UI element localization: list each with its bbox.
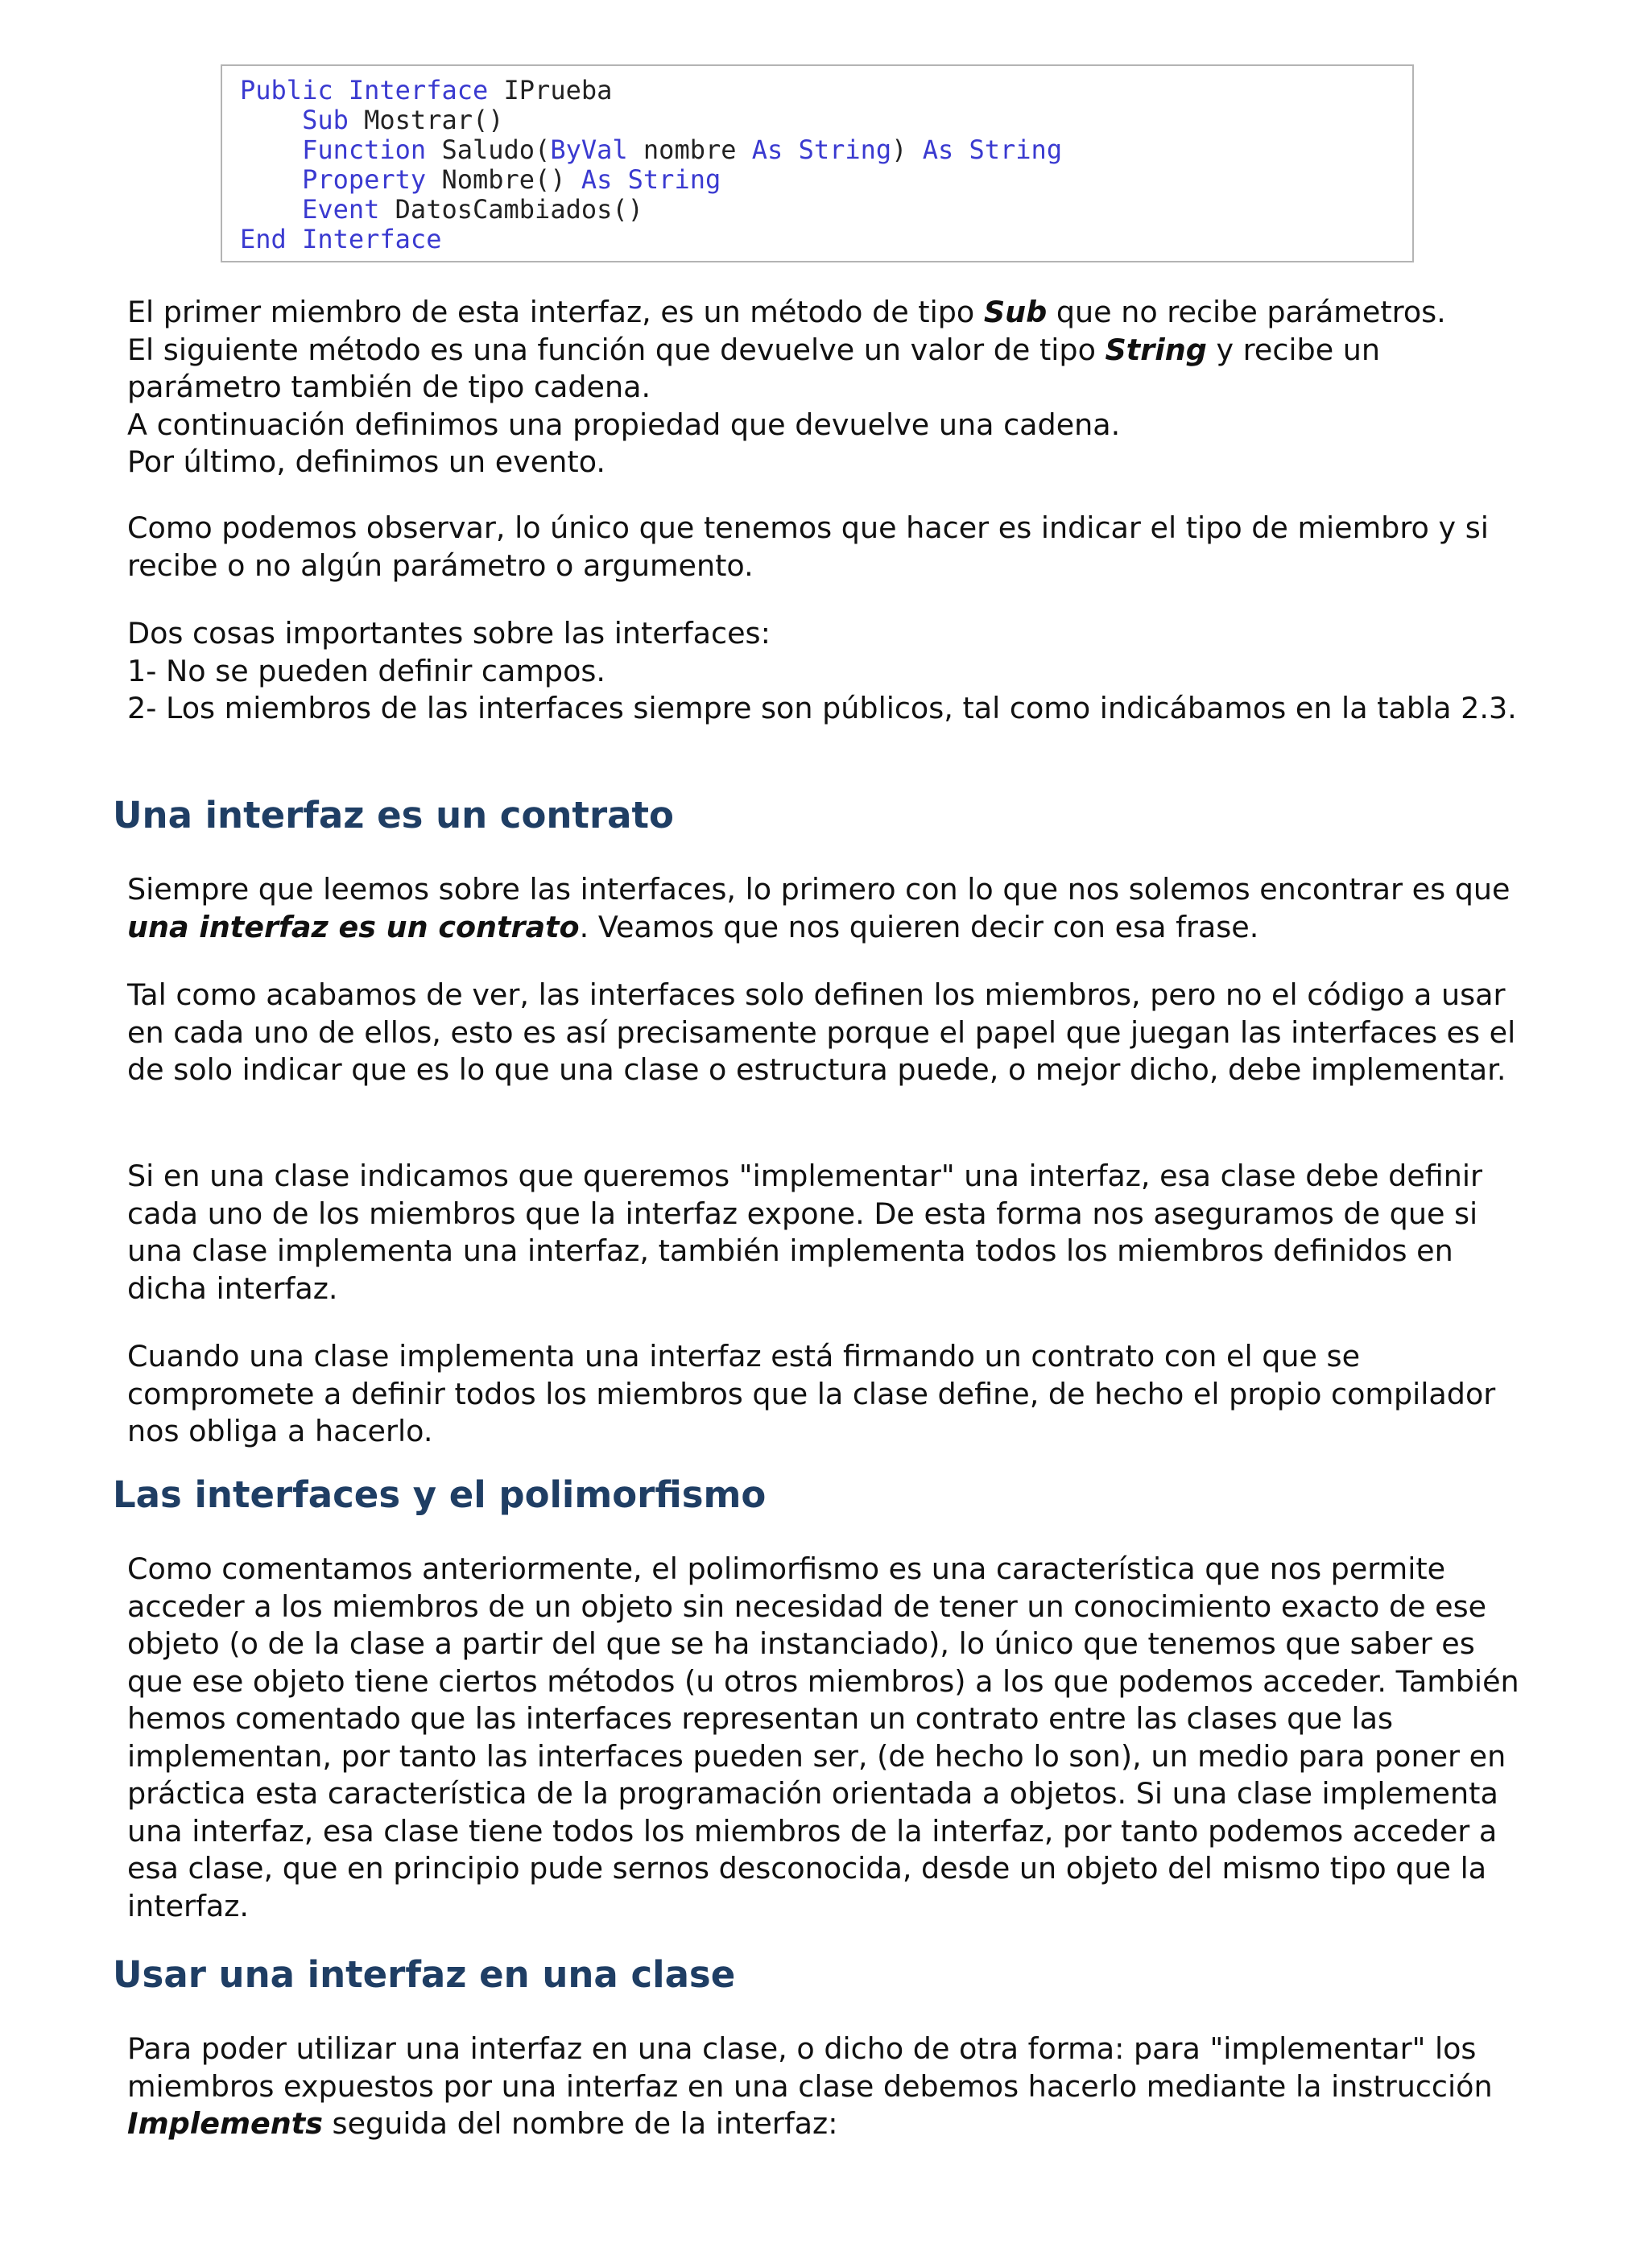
text-run: y recibe un parámetro también de tipo cadena. <box>127 332 1381 404</box>
paragraph-observe <box>127 510 1528 585</box>
code-text <box>240 105 302 135</box>
code-text: IPrueba <box>488 75 613 105</box>
emphasis-implements: Implements <box>127 2106 323 2141</box>
code-keyword: Function <box>302 134 427 165</box>
emphasis-string: String <box>1105 332 1207 367</box>
text-line <box>127 2030 1528 2143</box>
text-run: El siguiente método es una función que devuelve un valor de tipo <box>127 332 1106 367</box>
text-line: 2- Los miembros de las interfaces siempre son públicos, tal como indicábamos en la tabla 2.3. <box>127 691 1517 725</box>
text-line: Dos cosas importantes sobre las interfaces: <box>127 616 771 651</box>
paragraph-implement <box>127 1158 1528 1308</box>
text-line: A continuación definimos una propiedad que devuelve una cadena. <box>127 407 1121 442</box>
code-line <box>240 195 1412 225</box>
text-line: Como comentamos anteriormente, el polimorfismo es una característica que nos permite acceder a los miembros de un objeto sin necesidad de tener un conocimiento exacto de ese objeto (o de la clase a partir del que se ha instanciado), lo único que tenemos que saber es que ese objeto tiene ciertos métodos (u otros miembros) a los que podemos acceder. También hemos comentado que las interfaces representan un contrato entre las clases que las implementan, por tanto las interfaces pueden ser, (de hecho lo son), un medio para poner en práctica esta característica de la programación orientada a objetos. Si una clase implementa una interfaz, esa clase tiene todos los miembros de la interfaz, por tanto podemos acceder a esa clase, que en principio pude sernos desconocida, desde un objeto del mismo tipo que la interfaz. <box>127 1551 1519 1923</box>
code-text <box>240 164 302 195</box>
paragraph-sign-contract <box>127 1338 1528 1451</box>
text-run: seguida del nombre de la interfaz: <box>322 2106 838 2141</box>
paragraph-members <box>127 294 1528 481</box>
section-heading-use-interface: Usar una interfaz en una clase <box>113 1953 736 1996</box>
text-line: Cuando una clase implementa una interfaz está firmando un contrato con el que se compromete a definir todos los miembros que la clase define, de hecho el propio compilador nos obliga a hacerlo. <box>127 1339 1496 1448</box>
paragraph-polymorphism <box>127 1551 1528 1925</box>
text-line <box>127 294 1528 332</box>
text-run: Para poder utilizar una interfaz en una clase, o dicho de otra forma: para "implementar" los miembros expuestos por una interfaz en una clase debemos hacerlo mediante la instrucción <box>127 2031 1493 2104</box>
code-text: Nombre() <box>426 164 581 195</box>
code-keyword: Event <box>302 194 380 225</box>
code-text: Mostrar() <box>348 105 504 135</box>
text-run: . Veamos que nos quieren decir con esa frase. <box>579 909 1259 944</box>
emphasis-contract: una interfaz es un contrato <box>127 909 580 944</box>
text-run: El primer miembro de esta interfaz, es un método de tipo <box>127 295 984 329</box>
code-keyword: ByVal <box>550 134 628 165</box>
section-heading-polymorphism: Las interfaces y el polimorfismo <box>113 1473 767 1516</box>
code-line <box>240 76 1412 105</box>
emphasis-sub: Sub <box>983 295 1048 329</box>
code-line <box>240 165 1412 195</box>
paragraph-important <box>127 615 1528 728</box>
code-block <box>221 64 1414 262</box>
code-line <box>240 225 1412 254</box>
code-text <box>240 194 302 225</box>
code-text: ) <box>891 134 923 165</box>
code-line <box>240 135 1412 165</box>
code-keyword: Sub <box>302 105 349 135</box>
code-keyword: As String <box>922 134 1063 165</box>
text-run: Siempre que leemos sobre las interfaces, lo primero con lo que nos solemos encontrar es que <box>127 872 1511 907</box>
text-line: Tal como acabamos de ver, las interfaces solo definen los miembros, pero no el código a usar en cada uno de ellos, esto es así precisamente porque el papel que juegan las interfaces es el de solo indicar que es lo que una clase o estructura puede, o mejor dicho, debe implementar. <box>127 977 1516 1087</box>
code-text: Saludo( <box>426 134 551 165</box>
text-line: Como podemos observar, lo único que tenemos que hacer es indicar el tipo de miembro y si recibe o no algún parámetro o argumento. <box>127 510 1489 583</box>
code-line <box>240 105 1412 135</box>
text-line <box>127 332 1528 407</box>
code-text: DatosCambiados() <box>379 194 643 225</box>
code-text <box>240 134 302 165</box>
text-line: Por último, definimos un evento. <box>127 444 605 479</box>
code-text: nombre <box>627 134 752 165</box>
paragraph-contract-intro <box>127 871 1528 946</box>
code-keyword: As String <box>581 164 721 195</box>
paragraph-implements <box>127 2030 1528 2143</box>
code-keyword: Public Interface <box>240 75 489 105</box>
code-keyword: As String <box>751 134 892 165</box>
text-line: 1- No se pueden definir campos. <box>127 653 606 688</box>
code-keyword: Property <box>302 164 427 195</box>
section-heading-contract: Una interfaz es un contrato <box>113 794 674 837</box>
text-run: que no recibe parámetros. <box>1047 295 1446 329</box>
text-line <box>127 871 1528 946</box>
code-keyword: End Interface <box>240 224 442 254</box>
paragraph-define-members <box>127 977 1528 1089</box>
text-line: Si en una clase indicamos que queremos "implementar" una interfaz, esa clase debe definir cada uno de los miembros que la interfaz expone. De esta forma nos aseguramos de que si una clase implementa una interfaz, también implementa todos los miembros definidos en dicha interfaz. <box>127 1159 1482 1306</box>
